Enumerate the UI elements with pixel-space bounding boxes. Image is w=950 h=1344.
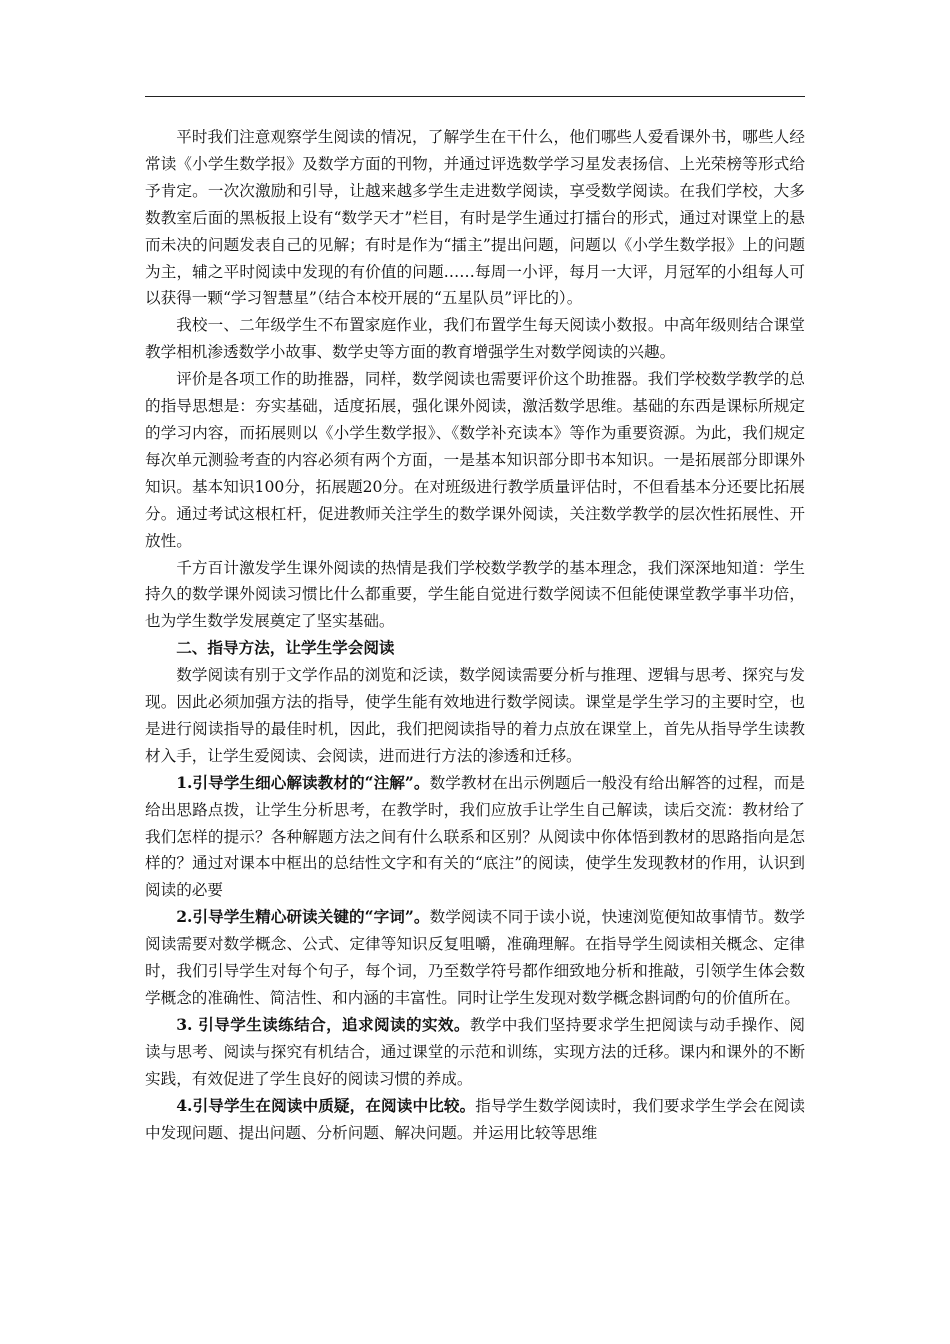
paragraph-text: 千方百计激发学生课外阅读的热情是我们学校数学教学的基本理念，我们深深地知道：学生持久的数学课外阅读习惯比什么都重要，学生能自觉进行数学阅读不但能使课堂教学事半功倍，也为学生数学发展奠定了坚实基础。 <box>145 558 805 631</box>
point-lead: 4.引导学生在阅读中质疑，在阅读中比较。 <box>176 1095 476 1115</box>
header-rule <box>145 96 805 97</box>
paragraph-encouragement <box>145 124 805 312</box>
paragraph-point-3 <box>145 1012 805 1093</box>
point-lead: 3. 引导学生读练结合，追求阅读的实效。 <box>176 1014 470 1034</box>
paragraph-homework <box>145 312 805 366</box>
paragraph-text: 数学教材在出示例题后一般没有给出解答的过程，而是给出思路点拨，让学生分析思考，在教学时，我们应放手让学生自己解读，读后交流：教材给了我们怎样的提示？各种解题方法之间有什么联系和区别？从阅读中你体悟到教材的思路指向是怎样的？通过对课本中框出的总结性文字和有关的“底注”的阅读，使学生发现教材的作用，认识到阅读的必要 <box>145 773 805 900</box>
paragraph-text: 我校一、二年级学生不布置家庭作业，我们布置学生每天阅读小数报。中高年级则结合课堂教学相机渗透数学小故事、数学史等方面的教育增强学生对数学阅读的兴趣。 <box>145 316 805 362</box>
paragraph-text: 数学阅读有别于文学作品的浏览和泛读，数学阅读需要分析与推理、逻辑与思考、探究与发现。因此必须加强方法的指导，使学生能有效地进行数学阅读。课堂是学生学习的主要时空，也是进行阅读指导的最佳时机，因此，我们把阅读指导的着力点放在课堂上，首先从指导学生读教材入手，让学生爱阅读、会阅读，进而进行方法的渗透和迁移。 <box>145 666 805 765</box>
paragraph-point-2 <box>145 904 805 1012</box>
paragraph-text: 平时我们注意观察学生阅读的情况，了解学生在干什么，他们哪些人爱看课外书，哪些人经常读《小学生数学报》及数学方面的刊物，并通过评选数学学习星发表扬信、上光荣榜等形式给予肯定。一次次激励和引导，让越来越多学生走进数学阅读，享受数学阅读。在我们学校，大多数教室后面的黑板报上设有“数学天才”栏目，有时是学生通过打擂台的形式，通过对课堂上的悬而未决的问题发表自己的见解；有时是作为“擂主”提出问题，问题以《小学生数学报》上的问题为主，辅之平时阅读中发现的有价值的问题……每周一小评，每月一大评，月冠军的小组每人可以获得一颗“学习智慧星”（结合本校开展的“五星队员”评比的）。 <box>145 128 805 308</box>
paragraph-text: 数学阅读不同于读小说，快速浏览便知故事情节。数学阅读需要对数学概念、公式、定律等知识反复咀嚼，准确理解。在指导学生阅读相关概念、定律时，我们引导学生对每个句子，每个词，乃至数学符号都作细致地分析和推敲，引领学生体会数学概念的准确性、简洁性、和内涵的丰富性。同时让学生发现对数学概念斟词酌句的价值所在。 <box>145 908 805 1007</box>
point-lead: 2.引导学生精心研读关键的“字词”。 <box>176 907 430 927</box>
paragraph-point-1 <box>145 770 805 905</box>
point-lead: 1.引导学生细心解读教材的“注解”。 <box>176 772 430 792</box>
paragraph-text: 指导学生数学阅读时，我们要求学生学会在阅读中发现问题、提出问题、分析问题、解决问题。并运用比较等思维 <box>145 1096 805 1142</box>
paragraph-methods <box>145 662 805 770</box>
document-body <box>145 124 805 1146</box>
paragraph-point-4 <box>145 1093 805 1147</box>
paragraph-text: 评价是各项工作的助推器，同样，数学阅读也需要评价这个助推器。我们学校数学教学的总的指导思想是：夯实基础，适度拓展，强化课外阅读，激活数学思维。基础的东西是课标所规定的学习内容，而拓展则以《小学生数学报》、《数学补充读本》等作为重要资源。为此，我们规定每次单元测验考查的内容必须有两个方面，一是基本知识部分即书本知识。一是拓展部分即课外知识。基本知识100分，拓展题20分。在对班级进行教学质量评估时，不但看基本分还要比拓展分。通过考试这根杠杆，促进教师关注学生的数学课外阅读，关注数学教学的层次性拓展性、开放性。 <box>145 370 805 550</box>
paragraph-philosophy <box>145 555 805 636</box>
paragraph-text: 教学中我们坚持要求学生把阅读与动手操作、阅读与思考、阅读与探究有机结合，通过课堂的示范和训练，实现方法的迁移。课内和课外的不断实践，有效促进了学生良好的阅读习惯的养成。 <box>145 1015 805 1088</box>
paragraph-evaluation <box>145 366 805 554</box>
section-heading: 二、指导方法，让学生学会阅读 <box>176 638 395 658</box>
